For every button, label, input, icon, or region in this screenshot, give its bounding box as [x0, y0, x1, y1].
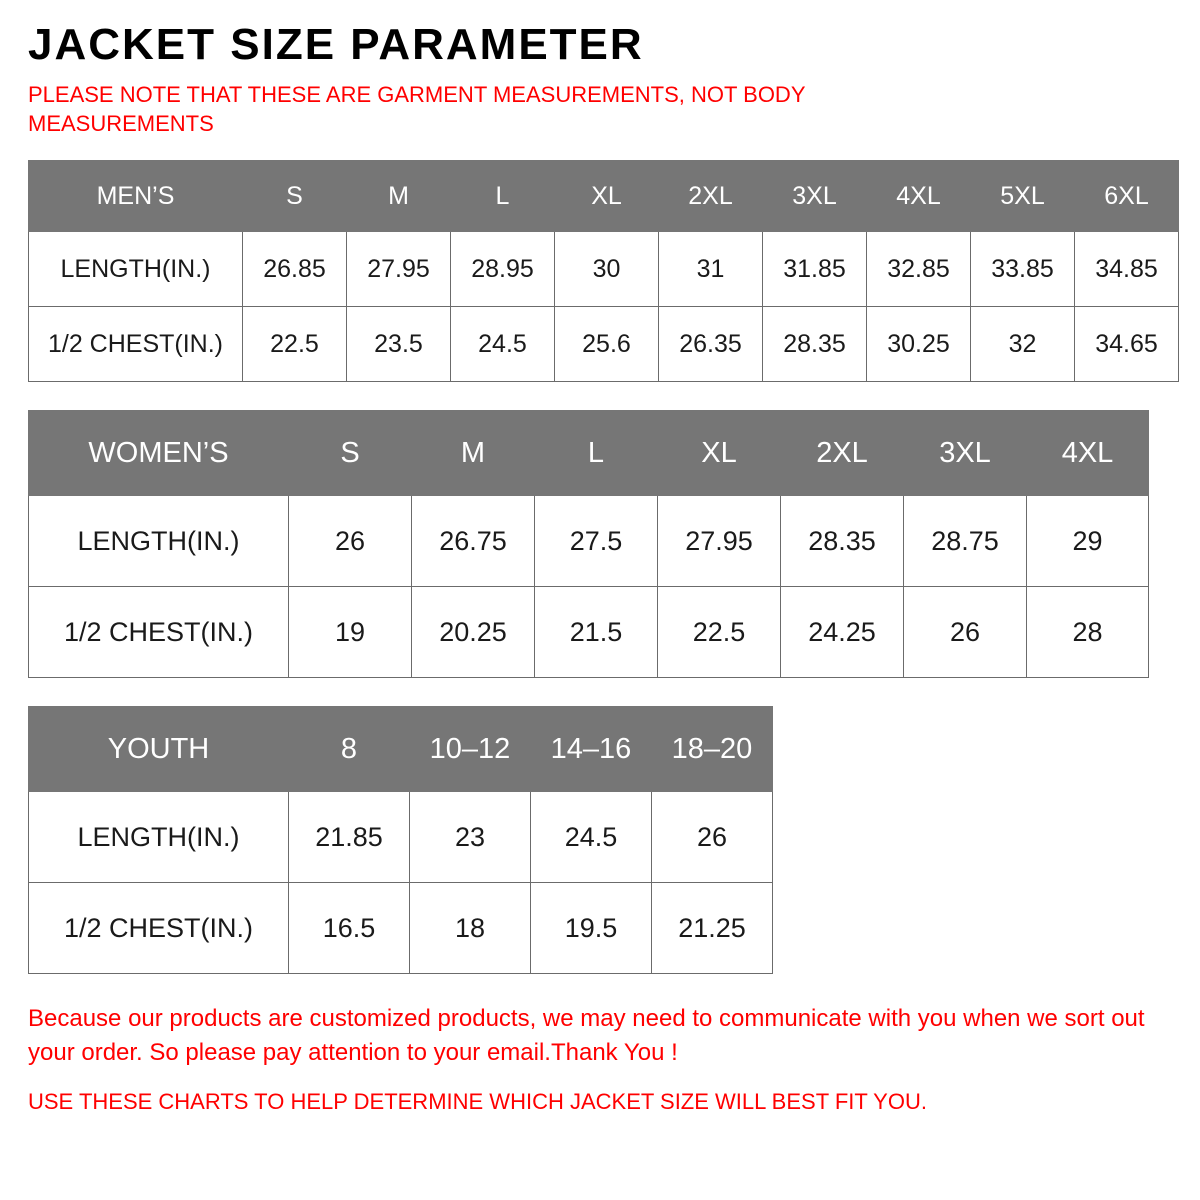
column-header: 18–20: [652, 707, 773, 792]
table-header-row: [29, 411, 1149, 496]
cell: 30.25: [867, 307, 971, 382]
cell: 22.5: [658, 587, 781, 678]
cell: 26.75: [412, 496, 535, 587]
cell: 26: [904, 587, 1027, 678]
column-header: L: [535, 411, 658, 496]
cell: 22.5: [243, 307, 347, 382]
cell: 19: [289, 587, 412, 678]
column-header: 2XL: [781, 411, 904, 496]
table-title-womens: WOMEN’S: [29, 411, 289, 496]
column-header: 4XL: [1027, 411, 1149, 496]
footer-notes: [28, 1002, 1172, 1118]
table-row: [29, 496, 1149, 587]
cell: 19.5: [531, 883, 652, 974]
column-header: 4XL: [867, 161, 971, 232]
womens-size-table: [28, 410, 1149, 678]
cell: 26.35: [659, 307, 763, 382]
table-row: [29, 587, 1149, 678]
cell: 29: [1027, 496, 1149, 587]
cell: 16.5: [289, 883, 410, 974]
table-row: [29, 232, 1179, 307]
cell: 24.5: [531, 792, 652, 883]
table-title-mens: MEN’S: [29, 161, 243, 232]
column-header: 3XL: [904, 411, 1027, 496]
cell: 23.5: [347, 307, 451, 382]
column-header: S: [243, 161, 347, 232]
cell: 28.95: [451, 232, 555, 307]
cell: 21.5: [535, 587, 658, 678]
column-header: 2XL: [659, 161, 763, 232]
cell: 30: [555, 232, 659, 307]
cell: 27.95: [658, 496, 781, 587]
footer-note-usage: USE THESE CHARTS TO HELP DETERMINE WHICH JACKET SIZE WILL BEST FIT YOU.: [28, 1089, 927, 1115]
page-title: JACKET SIZE PARAMETER: [28, 20, 644, 69]
cell: 31.85: [763, 232, 867, 307]
cell: 28: [1027, 587, 1149, 678]
column-header: 6XL: [1075, 161, 1179, 232]
cell: 34.85: [1075, 232, 1179, 307]
cell: 26: [289, 496, 412, 587]
column-header: XL: [555, 161, 659, 232]
cell: 21.25: [652, 883, 773, 974]
table-header-row: [29, 707, 773, 792]
footer-note-customized: Because our products are customized products, we may need to communicate with you when we sort out your order. So please pay attention to your email.Thank You !: [28, 1005, 1145, 1066]
cell: 23: [410, 792, 531, 883]
cell: 21.85: [289, 792, 410, 883]
table-title-youth: YOUTH: [29, 707, 289, 792]
table-row: [29, 792, 773, 883]
cell: 25.6: [555, 307, 659, 382]
column-header: 14–16: [531, 707, 652, 792]
row-label: LENGTH(IN.): [29, 232, 243, 307]
cell: 33.85: [971, 232, 1075, 307]
row-label: 1/2 CHEST(IN.): [29, 587, 289, 678]
cell: 24.25: [781, 587, 904, 678]
column-header: L: [451, 161, 555, 232]
column-header: 8: [289, 707, 410, 792]
youth-size-table: [28, 706, 773, 974]
mens-size-table: [28, 160, 1179, 382]
cell: 28.35: [781, 496, 904, 587]
column-header: 5XL: [971, 161, 1075, 232]
column-header: M: [347, 161, 451, 232]
cell: 27.95: [347, 232, 451, 307]
column-header: S: [289, 411, 412, 496]
cell: 28.75: [904, 496, 1027, 587]
cell: 32.85: [867, 232, 971, 307]
measurement-note: PLEASE NOTE THAT THESE ARE GARMENT MEASUREMENTS, NOT BODY MEASUREMENTS: [28, 82, 806, 137]
table-row: [29, 883, 773, 974]
column-header: 3XL: [763, 161, 867, 232]
cell: 26.85: [243, 232, 347, 307]
cell: 32: [971, 307, 1075, 382]
row-label: 1/2 CHEST(IN.): [29, 307, 243, 382]
table-header-row: [29, 161, 1179, 232]
column-header: M: [412, 411, 535, 496]
cell: 31: [659, 232, 763, 307]
column-header: XL: [658, 411, 781, 496]
table-row: [29, 307, 1179, 382]
row-label: LENGTH(IN.): [29, 496, 289, 587]
cell: 18: [410, 883, 531, 974]
cell: 24.5: [451, 307, 555, 382]
cell: 26: [652, 792, 773, 883]
cell: 20.25: [412, 587, 535, 678]
cell: 28.35: [763, 307, 867, 382]
row-label: LENGTH(IN.): [29, 792, 289, 883]
row-label: 1/2 CHEST(IN.): [29, 883, 289, 974]
cell: 34.65: [1075, 307, 1179, 382]
column-header: 10–12: [410, 707, 531, 792]
cell: 27.5: [535, 496, 658, 587]
